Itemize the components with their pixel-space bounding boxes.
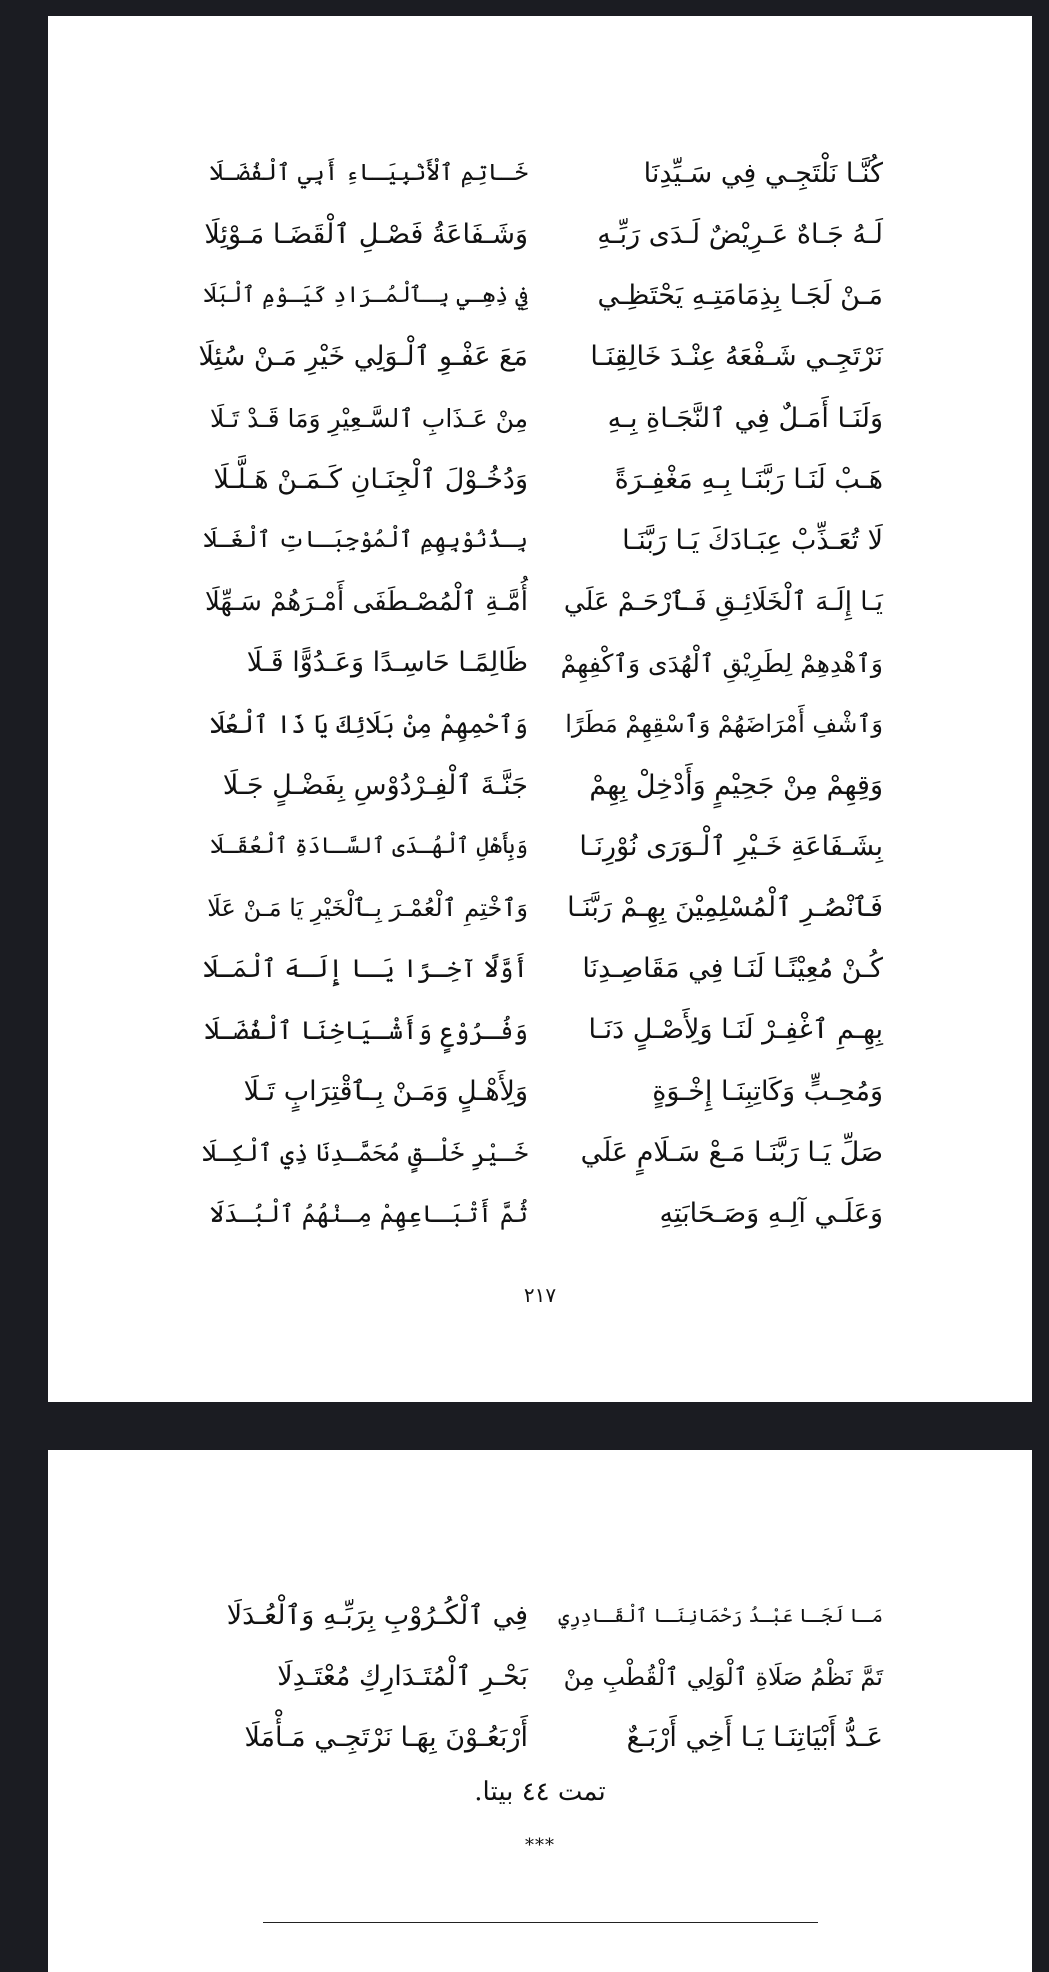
verse-first-hemistich: عَـدُّ أَبْيَاتِنَـا يَـا أَخِي أَرْبَـعٌ [626,1722,883,1754]
verse-second-hemistich: وَلِأَهْـلٍ وَمَـنْ بِـٱقْتِرَابٍ تَـلَا [243,1075,528,1107]
verse-first-hemistich: مَـنْ لَجَـا بِذِمَامَتِـهِ يَحْتَظِـي [597,280,883,312]
verse-first-hemistich: تَمَّ نَظْمُ صَلَاةِ ٱلْوَلِي ٱلْقُطْبِ مِنْ [563,1662,883,1691]
verse-second-hemistich: ظَالِمًـا حَاسِـدًا وَعَـدُوًّا قَـلَا [246,647,528,679]
verse-line [48,513,1032,574]
footnote-rule [263,1922,818,1923]
verse-first-hemistich: وَٱهْدِهِمْ لِطَرِيْقِ ٱلْهُدَى وَٱكْفِهِمْ [560,648,883,678]
verse-first-hemistich: بِهِـمِ ٱغْفِـرْ لَنَـا وَلِأَصْـلٍ دَنَـا [588,1014,883,1046]
verse-line [48,636,1032,697]
verse-first-hemistich: وَلَنَـا أَمَـلٌ فِي ٱلنَّجَـاةِ بِـهِ [607,402,883,434]
verse-line [48,330,1032,391]
verse-second-hemistich: أَرْبَعُـوْنَ بِهَـا نَرْتَجِـي مَـأْمَلَا [244,1722,528,1754]
verse-line [48,452,1032,513]
verse-second-hemistich: وَٱخْتِمِ ٱلْعُمْـرَ بِـٱلْخَيْرِ يَا مَـنْ عَلَا [207,893,528,922]
verse-line [48,1588,1032,1649]
verse-line [48,697,1032,758]
verse-line [48,207,1032,268]
verse-second-hemistich: ثُمَّ أَتْبَـاعِهِمْ مِـنْهُمُ ٱلْبُـدَلَا [209,1199,528,1228]
verse-second-hemistich: وَبِأَهْلِ ٱلْهُـدَى ٱلسَّـادَةِ ٱلْعُقَـلَا [210,833,528,859]
verse-first-hemistich: وَقِهِمْ مِنْ جَحِيْمٍ وَأَدْخِلْ بِهِمْ [589,769,883,801]
poem-verses [48,146,1032,1247]
verse-second-hemistich: بَحْـرِ ٱلْمُتَـدَارِكِ مُعْتَـدِلَا [277,1660,528,1692]
verse-second-hemistich: وَفُـرُوْعٍ وَأَشْـيَاخِنَا ٱلْفُضَـلَا [204,1015,528,1045]
verse-second-hemistich: جَنَّـةَ ٱلْفِـرْدُوْسِ بِفَضْـلٍ جَـلَا [222,769,528,801]
poem-verses [48,1588,1032,1772]
verse-line [48,1649,1032,1710]
verse-first-hemistich: يَـا إِلَـهَ ٱلْخَلَائِـقِ فَـٱرْحَـمْ عَلَي [563,586,883,617]
verse-line [48,574,1032,635]
verse-second-hemistich: مَعَ عَفْـوِ ٱلْـوَلِي خَيْرِ مَـنْ سُئِلَا [198,341,528,373]
verse-first-hemistich: هَـبْ لَنَـا رَبَّنَـا بِـهِ مَغْفِـرَةً [614,463,883,495]
verse-second-hemistich: فِي ٱلْكُـرُوْبِ بِرَبِّـهِ وَٱلْعُـدَلَا [226,1599,528,1631]
closing-note: تمت ٤٤ بيتا. [474,1777,606,1807]
verse-first-hemistich: وَٱشْفِ أَمْرَاضَهُمْ وَٱسْقِهِمْ مَطَرًا [565,710,883,739]
verse-second-hemistich: أُمَّـةِ ٱلْمُصْـطَفَى أَمْـرَهُمْ سَـهِّلَا [204,586,528,617]
verse-first-hemistich: لَا تُعَـذِّبْ عِبَـادَكَ يَـا رَبَّنَـا [622,524,883,556]
verse-first-hemistich: فَٱنْصُـرِ ٱلْمُسْلِمِيْنَ بِهِـمْ رَبَّنَـا [567,892,883,924]
verse-second-hemistich: وَشَـفَاعَةُ فَصْـلِ ٱلْقَضَـا مَـوْئِلَا [204,218,528,250]
page-217 [48,16,1032,1402]
verse-line [48,819,1032,880]
verse-line [48,758,1032,819]
verse-line [48,880,1032,941]
section-separator-stars: *** [525,1835,555,1856]
verse-line [48,1125,1032,1186]
verse-first-hemistich: كُـنْ مُعِيْنًـا لَنَـا فِي مَقَاصِـدِنَا [582,953,883,985]
verse-second-hemistich: فِي ذِهِـي بِـٱلْمُـرَادِ كَيَـوْمِ ٱلْبَلَا [203,283,528,309]
verse-line [48,1186,1032,1247]
verse-second-hemistich: بِـذُنُوْبِهِمِ ٱلْمُوْجِبَـاتِ ٱلْغَـلَا [203,527,528,554]
verse-second-hemistich: خَـيْرِ خَلْـقٍ مُحَمَّـدِنَا ذِي ٱلْكِـلَا [202,1138,528,1167]
verse-line [48,146,1032,207]
verse-second-hemistich: أَوَّلًا آخِـرًا يَـا إِلَـهَ ٱلْمَـلَا [203,954,528,984]
verse-second-hemistich: مِنْ عَـذَابِ ٱلسَّـعِيْرِ وَمَا قَـدْ تَـلَا [210,403,528,433]
page-218 [48,1450,1032,1972]
verse-first-hemistich: كُنَّـا نَلْتَجِـي فِي سَـيِّدِنَا [643,157,883,189]
verse-second-hemistich: خَـاتِمِ ٱلْأَنْبِيَـاءِ أَبِي ٱلْفُضَـلَا [209,160,528,187]
verse-line [48,1710,1032,1771]
verse-first-hemistich: صَلِّ يَـا رَبَّنَـا مَـعْ سَـلَامٍ عَلَي [580,1136,883,1168]
verse-second-hemistich: وَٱحْمِهِمْ مِنْ بَلَائِكَ يَا ذَا ٱلْعُلَا [209,709,528,739]
verse-first-hemistich: وَعَلَـي آلِـهِ وَصَـحَابَتِهِ [659,1197,883,1229]
verse-first-hemistich: مَـا لَجَـا عَبْـدُ رَحْمَانِنَـا ٱلْقَـادِرِي [558,1604,883,1627]
verse-line [48,941,1032,1002]
verse-line [48,1064,1032,1125]
verse-line [48,391,1032,452]
verse-second-hemistich: وَدُخُـوْلَ ٱلْجِنَـانِ كَـمَـنْ هَـلَّـلَا [213,463,528,495]
page-number: ٢١٧ [523,1283,557,1307]
verse-line [48,268,1032,329]
verse-first-hemistich: وَمُحِـبٍّ وَكَاتِبِنَـا إِخْـوَةٍ [652,1075,883,1107]
verse-first-hemistich: نَرْتَجِـي شَـفْعَهُ عِنْـدَ خَالِقِنَـا [590,341,883,373]
verse-first-hemistich: لَـهُ جَـاهٌ عَـرِيْضٌ لَـدَى رَبِّـهِ [597,218,883,250]
verse-line [48,1003,1032,1064]
verse-first-hemistich: بِشَـفَاعَةِ خَـيْرِ ٱلْـوَرَى نُوْرِنَـا [579,830,883,862]
